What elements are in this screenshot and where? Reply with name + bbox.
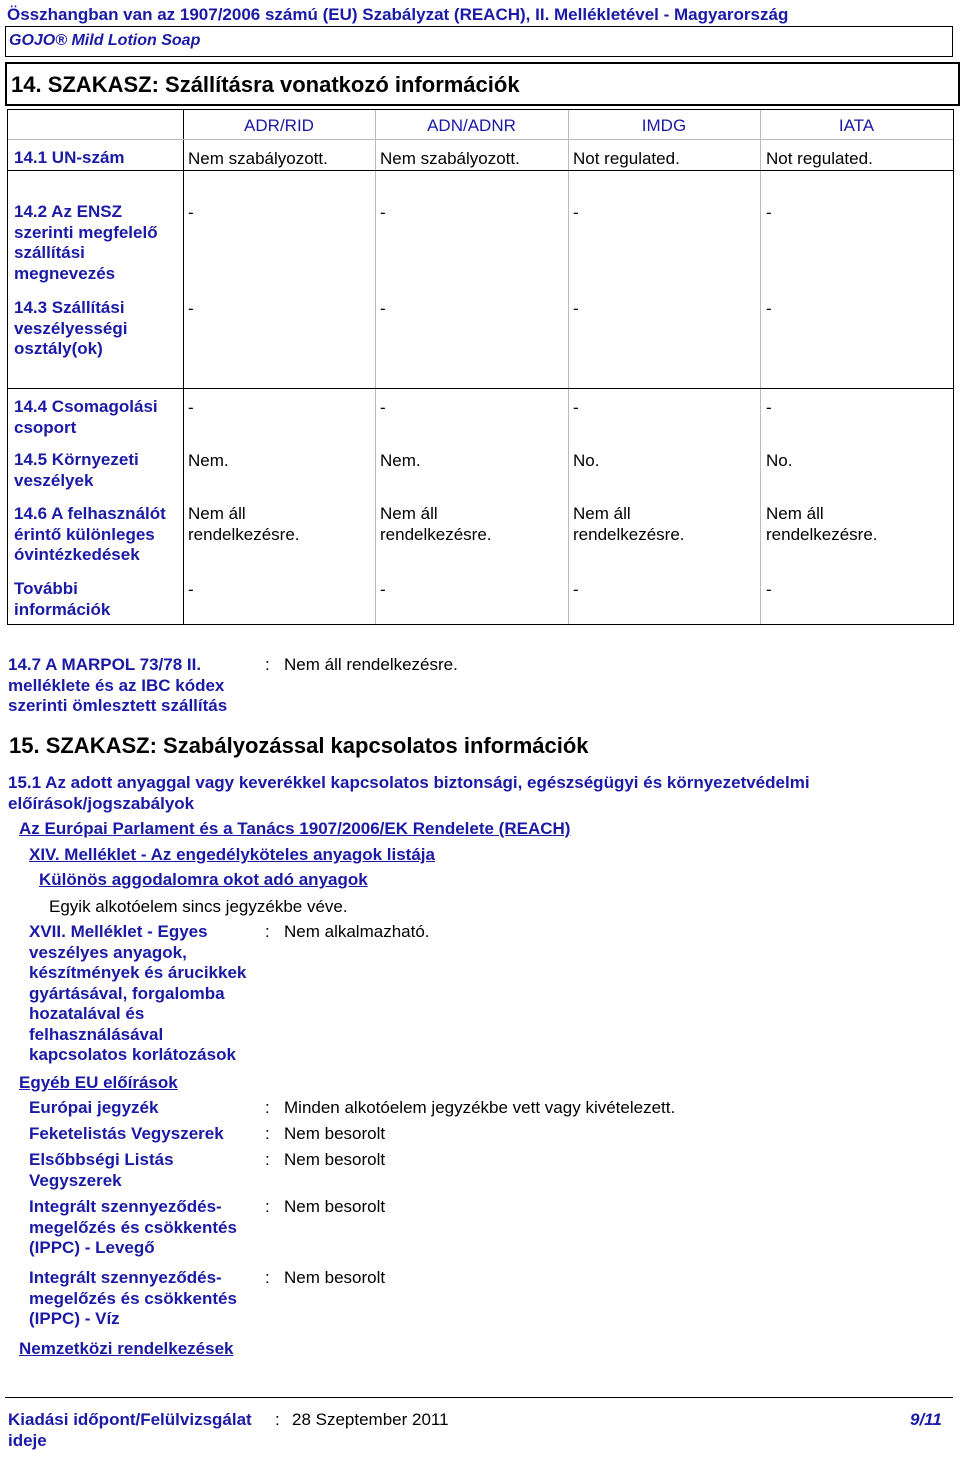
table-cell: -	[573, 580, 579, 599]
section-15-1-heading: 15.1 Az adott anyaggal vagy keverékkel kapcsolatos biztonsági, egészségügyi és környezetvédelmi előírások/jogszabályok	[8, 773, 810, 813]
row-label-hazard-class: 14.3 Szállítási veszélyességi osztály(ok)	[14, 298, 128, 358]
product-name: GOJO® Mild Lotion Soap	[9, 32, 201, 49]
table-cell: -	[766, 203, 772, 222]
table-cell: -	[573, 398, 579, 417]
column-header-adr: ADR/RID	[244, 116, 314, 135]
table-cell: -	[188, 203, 194, 222]
black-list-label: Feketelistás Vegyszerek	[29, 1124, 224, 1143]
table-cell: Not regulated.	[573, 149, 680, 168]
footer-issue-date-label: Kiadási időpont/Felülvizsgálat ideje	[8, 1410, 252, 1450]
table-cell: -	[188, 299, 194, 318]
table-divider	[8, 139, 953, 140]
table-cell: Nem áll rendelkezésre.	[380, 504, 492, 544]
european-inventory-label: Európai jegyzék	[29, 1098, 159, 1117]
table-cell: Nem áll rendelkezésre.	[766, 504, 878, 544]
row-label-additional-info: További információk	[14, 579, 111, 619]
row-label-shipping-name: 14.2 Az ENSZ szerinti megfelelő szállítási megnevezés	[14, 202, 158, 283]
svhc-value: Egyik alkotóelem sincs jegyzékbe véve.	[49, 897, 348, 916]
colon-separator: :	[265, 922, 270, 941]
table-divider	[8, 170, 953, 171]
section-14-header	[5, 62, 960, 106]
marpol-label: 14.7 A MARPOL 73/78 II. melléklete és az IBC kódex szerinti ömlesztett szállítás	[8, 655, 228, 715]
european-inventory-value: Minden alkotóelem jegyzékbe vett vagy kivételezett.	[284, 1098, 676, 1117]
ippc-water-label: Integrált szennyeződés-megelőzés és csökkentés (IPPC) - Víz	[29, 1268, 237, 1328]
table-cell: Nem.	[380, 451, 421, 470]
table-cell: No.	[766, 451, 793, 470]
table-cell: -	[766, 398, 772, 417]
colon-separator: :	[265, 655, 270, 674]
ippc-water-value: Nem besorolt	[284, 1268, 386, 1287]
table-cell: -	[573, 299, 579, 318]
footer-divider	[5, 1397, 953, 1398]
colon-separator: :	[265, 1124, 270, 1143]
table-divider	[183, 110, 184, 624]
column-header-imdg: IMDG	[641, 116, 687, 135]
column-header-adn: ADN/ADNR	[427, 116, 516, 135]
table-cell: -	[573, 203, 579, 222]
colon-separator: :	[265, 1268, 270, 1287]
table-divider	[375, 110, 376, 624]
other-eu-regulations-link[interactable]: Egyéb EU előírások	[19, 1073, 178, 1092]
table-divider	[760, 110, 761, 624]
product-box	[5, 26, 953, 57]
row-label-un-number: 14.1 UN-szám	[14, 148, 125, 167]
column-header-iata: IATA	[838, 116, 875, 135]
footer-page-number: 9/11	[910, 1410, 942, 1429]
table-cell: -	[380, 398, 386, 417]
table-cell: -	[380, 203, 386, 222]
row-label-special-precautions: 14.6 A felhasználót érintő különleges óvintézkedések	[14, 504, 166, 564]
international-regulations-link[interactable]: Nemzetközi rendelkezések	[19, 1339, 234, 1358]
ippc-air-value: Nem besorolt	[284, 1197, 386, 1216]
table-cell: Not regulated.	[766, 149, 873, 168]
footer-issue-date: 28 Szeptember 2011	[292, 1410, 449, 1429]
table-cell: -	[380, 580, 386, 599]
annex-xvii-value: Nem alkalmazható.	[284, 922, 430, 941]
regulation-header: Összhangban van az 1907/2006 számú (EU) Szabályzat (REACH), II. Mellékletével - Magyarország	[7, 5, 789, 24]
table-cell: -	[188, 398, 194, 417]
table-cell: -	[380, 299, 386, 318]
table-cell: -	[766, 299, 772, 318]
annex-xiv-link[interactable]: XIV. Melléklet - Az engedélyköteles anyagok listája	[29, 845, 435, 864]
ippc-air-label: Integrált szennyeződés-megelőzés és csökkentés (IPPC) - Levegő	[29, 1197, 237, 1257]
section-15-title: 15. SZAKASZ: Szabályozással kapcsolatos információk	[9, 733, 589, 758]
black-list-value: Nem besorolt	[284, 1124, 386, 1143]
transport-table	[7, 109, 954, 625]
row-label-packing-group: 14.4 Csomagolási csoport	[14, 397, 158, 437]
table-cell: -	[188, 580, 194, 599]
table-divider	[8, 388, 953, 389]
table-cell: Nem szabályozott.	[380, 149, 520, 168]
reach-link[interactable]: Az Európai Parlament és a Tanács 1907/2006/EK Rendelete (REACH)	[19, 819, 571, 838]
svhc-link[interactable]: Különös aggodalomra okot adó anyagok	[39, 870, 368, 889]
colon-separator: :	[265, 1150, 270, 1169]
table-cell: Nem szabályozott.	[188, 149, 328, 168]
table-cell: Nem.	[188, 451, 229, 470]
colon-separator: :	[275, 1410, 280, 1429]
table-cell: Nem áll rendelkezésre.	[573, 504, 685, 544]
priority-list-label: Elsőbbségi Listás Vegyszerek	[29, 1150, 174, 1190]
table-cell: -	[766, 580, 772, 599]
section-14-title: 14. SZAKASZ: Szállításra vonatkozó információk	[11, 72, 520, 97]
colon-separator: :	[265, 1098, 270, 1117]
table-divider	[568, 110, 569, 624]
marpol-value: Nem áll rendelkezésre.	[284, 655, 458, 674]
annex-xvii-label: XVII. Melléklet - Egyes veszélyes anyagok, készítmények és árucikkek gyártásával, forgalomba hozatalával és felhasználásával kapcsolatos korlátozások	[29, 922, 247, 1064]
colon-separator: :	[265, 1197, 270, 1216]
table-cell: No.	[573, 451, 600, 470]
priority-list-value: Nem besorolt	[284, 1150, 386, 1169]
row-label-environmental-hazards: 14.5 Környezeti veszélyek	[14, 450, 139, 490]
table-cell: Nem áll rendelkezésre.	[188, 504, 300, 544]
